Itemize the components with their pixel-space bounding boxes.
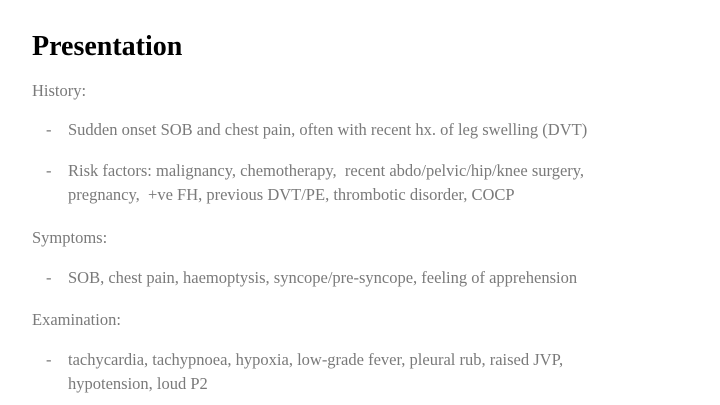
bullet-dash: - xyxy=(46,120,52,139)
bullet-item xyxy=(46,348,686,396)
bullet-dash: - xyxy=(46,161,52,180)
bullet-item xyxy=(46,159,686,207)
bullet-item xyxy=(46,118,686,142)
bullet-text: tachycardia, tachypnoea, hypoxia, low-grade fever, pleural rub, raised JVP, hypotension, loud P2 xyxy=(68,350,564,393)
bullet-text: SOB, chest pain, haemoptysis, syncope/pre-syncope, feeling of apprehension xyxy=(68,268,578,287)
section-heading-history: History: xyxy=(32,81,87,100)
bullet-text: Risk factors: malignancy, chemotherapy, recent abdo/pelvic/hip/knee surgery, pregnancy, +ve FH, previous DVT/PE, thrombotic disorder, COCP xyxy=(68,161,589,204)
section-heading-symptoms: Symptoms: xyxy=(32,228,108,247)
bullet-item xyxy=(46,266,686,290)
bullet-dash: - xyxy=(46,268,52,287)
bullet-dash: - xyxy=(46,350,52,369)
slide-title: Presentation xyxy=(32,31,183,62)
bullet-text: Sudden onset SOB and chest pain, often with recent hx. of leg swelling (DVT) xyxy=(68,120,588,139)
section-heading-examination: Examination: xyxy=(32,310,121,329)
